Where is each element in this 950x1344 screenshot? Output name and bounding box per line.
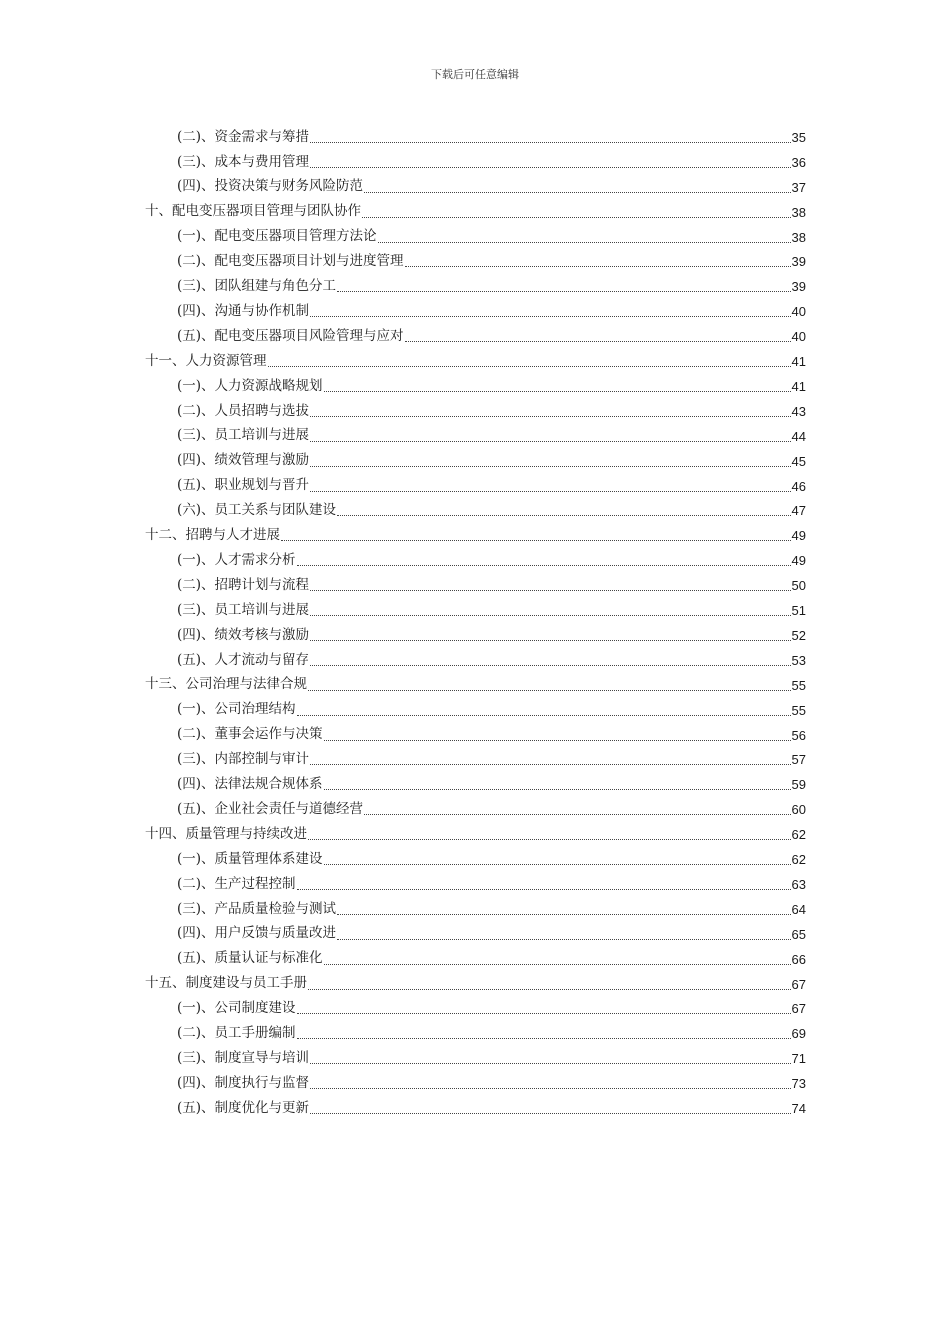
toc-dot-leader xyxy=(364,814,790,815)
toc-chapter-entry[interactable] xyxy=(145,349,806,374)
toc-dot-leader xyxy=(297,565,791,566)
toc-dot-leader xyxy=(310,316,790,317)
toc-page-number: 73 xyxy=(791,1076,806,1092)
toc-section-entry[interactable] xyxy=(177,997,806,1022)
toc-page-number: 65 xyxy=(791,926,806,942)
toc-page-number: 45 xyxy=(791,453,806,469)
toc-dot-leader xyxy=(308,690,791,691)
toc-dot-leader xyxy=(297,1013,791,1014)
toc-entry-title: (五)、人才流动与留存 xyxy=(177,651,310,668)
toc-entry-title: (一)、公司治理结构 xyxy=(177,701,296,718)
toc-entry-title: (一)、质量管理体系建设 xyxy=(177,850,323,867)
toc-dot-leader xyxy=(364,192,790,193)
toc-dot-leader xyxy=(337,914,790,915)
toc-chapter-entry[interactable] xyxy=(145,523,806,548)
toc-page-number: 60 xyxy=(791,802,806,818)
toc-page-number: 39 xyxy=(791,254,806,270)
toc-entry-title: 十、配电变压器项目管理与团队协作 xyxy=(145,203,361,220)
toc-entry-title: (三)、员工培训与进展 xyxy=(177,427,310,444)
toc-entry-title: (二)、招聘计划与流程 xyxy=(177,576,310,593)
toc-dot-leader xyxy=(310,167,790,168)
toc-section-entry[interactable] xyxy=(177,922,806,947)
toc-entry-title: (五)、质量认证与标准化 xyxy=(177,950,323,967)
toc-dot-leader xyxy=(297,1038,791,1039)
toc-dot-leader xyxy=(310,590,790,591)
toc-entry-title: (四)、制度执行与监督 xyxy=(177,1074,310,1091)
toc-section-entry[interactable] xyxy=(177,772,806,797)
toc-section-entry[interactable] xyxy=(177,125,806,150)
toc-dot-leader xyxy=(310,615,790,616)
toc-page-number: 62 xyxy=(791,827,806,843)
toc-entry-title: (四)、绩效管理与激励 xyxy=(177,452,310,469)
toc-section-entry[interactable] xyxy=(177,274,806,299)
toc-page-number: 67 xyxy=(791,976,806,992)
toc-entry-title: (二)、资金需求与筹措 xyxy=(177,128,310,145)
toc-page-number: 56 xyxy=(791,727,806,743)
toc-page-number: 57 xyxy=(791,752,806,768)
toc-page-number: 63 xyxy=(791,876,806,892)
toc-page-number: 59 xyxy=(791,777,806,793)
toc-page-number: 41 xyxy=(791,354,806,370)
toc-page-number: 37 xyxy=(791,179,806,195)
toc-page-number: 44 xyxy=(791,428,806,444)
toc-entry-title: (二)、员工手册编制 xyxy=(177,1025,296,1042)
toc-section-entry[interactable] xyxy=(177,399,806,424)
toc-page-number: 55 xyxy=(791,702,806,718)
toc-section-entry[interactable] xyxy=(177,648,806,673)
toc-chapter-entry[interactable] xyxy=(145,200,806,225)
toc-dot-leader xyxy=(337,291,790,292)
toc-section-entry[interactable] xyxy=(177,424,806,449)
page-header: 下载后可任意编辑 xyxy=(431,68,519,81)
toc-page-number: 40 xyxy=(791,304,806,320)
toc-page-number: 71 xyxy=(791,1051,806,1067)
toc-dot-leader xyxy=(268,366,791,367)
toc-dot-leader xyxy=(337,939,790,940)
toc-entry-title: (三)、团队组建与角色分工 xyxy=(177,278,337,295)
toc-section-entry[interactable] xyxy=(177,499,806,524)
toc-dot-leader xyxy=(310,764,790,765)
toc-entry-title: (三)、制度宣导与培训 xyxy=(177,1049,310,1066)
toc-section-entry[interactable] xyxy=(177,225,806,250)
toc-dot-leader xyxy=(324,864,791,865)
toc-section-entry[interactable] xyxy=(177,1021,806,1046)
toc-entry-title: (二)、董事会运作与决策 xyxy=(177,726,323,743)
toc-dot-leader xyxy=(310,1063,790,1064)
toc-dot-leader xyxy=(310,640,790,641)
toc-page-number: 69 xyxy=(791,1026,806,1042)
toc-entry-title: (二)、人员招聘与选拔 xyxy=(177,402,310,419)
toc-entry-title: (三)、员工培训与进展 xyxy=(177,601,310,618)
toc-entry-title: (四)、沟通与协作机制 xyxy=(177,302,310,319)
toc-entry-title: (三)、产品质量检验与测试 xyxy=(177,900,337,917)
toc-dot-leader xyxy=(308,839,791,840)
toc-entry-title: (一)、配电变压器项目管理方法论 xyxy=(177,228,377,245)
toc-entry-title: (四)、用户反馈与质量改进 xyxy=(177,925,337,942)
toc-dot-leader xyxy=(310,665,790,666)
toc-section-entry[interactable] xyxy=(177,1096,806,1121)
toc-section-entry[interactable] xyxy=(177,947,806,972)
toc-page-number: 64 xyxy=(791,901,806,917)
toc-page-number: 55 xyxy=(791,677,806,693)
toc-section-entry[interactable] xyxy=(177,299,806,324)
toc-section-entry[interactable] xyxy=(177,324,806,349)
toc-section-entry[interactable] xyxy=(177,598,806,623)
toc-page-number: 74 xyxy=(791,1101,806,1117)
toc-entry-title: 十一、人力资源管理 xyxy=(145,352,267,369)
toc-page-number: 53 xyxy=(791,652,806,668)
toc-page-number: 46 xyxy=(791,478,806,494)
toc-section-entry[interactable] xyxy=(177,150,806,175)
toc-chapter-entry[interactable] xyxy=(145,822,806,847)
toc-dot-leader xyxy=(310,416,790,417)
toc-dot-leader xyxy=(405,341,791,342)
toc-dot-leader xyxy=(337,515,790,516)
toc-dot-leader xyxy=(362,217,791,218)
toc-dot-leader xyxy=(324,391,791,392)
toc-dot-leader xyxy=(324,789,791,790)
toc-chapter-entry[interactable] xyxy=(145,673,806,698)
toc-section-entry[interactable] xyxy=(177,698,806,723)
toc-page-number: 52 xyxy=(791,627,806,643)
toc-section-entry[interactable] xyxy=(177,872,806,897)
toc-section-entry[interactable] xyxy=(177,1046,806,1071)
toc-dot-leader xyxy=(310,1113,790,1114)
toc-section-entry[interactable] xyxy=(177,797,806,822)
toc-entry-title: 十三、公司治理与法律合规 xyxy=(145,676,307,693)
toc-dot-leader xyxy=(310,441,790,442)
toc-entry-title: (五)、制度优化与更新 xyxy=(177,1099,310,1116)
toc-chapter-entry[interactable] xyxy=(145,972,806,997)
toc-page-number: 49 xyxy=(791,528,806,544)
toc-section-entry[interactable] xyxy=(177,723,806,748)
toc-entry-title: 十四、质量管理与持续改进 xyxy=(145,825,307,842)
toc-entry-title: (六)、员工关系与团队建设 xyxy=(177,502,337,519)
toc-section-entry[interactable] xyxy=(177,175,806,200)
toc-page-number: 36 xyxy=(791,154,806,170)
toc-dot-leader xyxy=(310,142,790,143)
toc-page-number: 40 xyxy=(791,329,806,345)
toc-entry-title: (五)、配电变压器项目风险管理与应对 xyxy=(177,327,404,344)
toc-page-number: 51 xyxy=(791,603,806,619)
toc-section-entry[interactable] xyxy=(177,250,806,275)
toc-entry-title: (五)、企业社会责任与道德经营 xyxy=(177,800,364,817)
toc-page-number: 50 xyxy=(791,578,806,594)
toc-entry-title: (二)、配电变压器项目计划与进度管理 xyxy=(177,253,404,270)
toc-section-entry[interactable] xyxy=(177,474,806,499)
toc-dot-leader xyxy=(378,242,791,243)
toc-entry-title: (一)、公司制度建设 xyxy=(177,1000,296,1017)
toc-section-entry[interactable] xyxy=(177,449,806,474)
toc-entry-title: (四)、投资决策与财务风险防范 xyxy=(177,178,364,195)
toc-entry-title: (三)、内部控制与审计 xyxy=(177,751,310,768)
toc-section-entry[interactable] xyxy=(177,623,806,648)
toc-page-number: 35 xyxy=(791,129,806,145)
toc-page-number: 47 xyxy=(791,503,806,519)
toc-dot-leader xyxy=(324,740,791,741)
toc-page-number: 67 xyxy=(791,1001,806,1017)
toc-dot-leader xyxy=(310,491,790,492)
toc-page-number: 38 xyxy=(791,204,806,220)
toc-dot-leader xyxy=(297,889,791,890)
toc-section-entry[interactable] xyxy=(177,1071,806,1096)
toc-entry-title: (三)、成本与费用管理 xyxy=(177,153,310,170)
toc-dot-leader xyxy=(297,715,791,716)
toc-page-number: 66 xyxy=(791,951,806,967)
toc-page-number: 38 xyxy=(791,229,806,245)
toc-page-number: 43 xyxy=(791,403,806,419)
toc-entry-title: (四)、法律法规合规体系 xyxy=(177,776,323,793)
toc-section-entry[interactable] xyxy=(177,847,806,872)
toc-dot-leader xyxy=(310,1088,790,1089)
toc-dot-leader xyxy=(281,540,791,541)
toc-entry-title: (五)、职业规划与晋升 xyxy=(177,477,310,494)
toc-page-number: 39 xyxy=(791,279,806,295)
toc-dot-leader xyxy=(324,964,791,965)
toc-dot-leader xyxy=(310,466,790,467)
toc-entry-title: 十五、制度建设与员工手册 xyxy=(145,975,307,992)
toc-dot-leader xyxy=(308,989,791,990)
toc-entry-title: (四)、绩效考核与激励 xyxy=(177,626,310,643)
toc-section-entry[interactable] xyxy=(177,374,806,399)
toc-section-entry[interactable] xyxy=(177,748,806,773)
toc-entry-title: (一)、人才需求分析 xyxy=(177,551,296,568)
toc-page-number: 62 xyxy=(791,852,806,868)
toc-section-entry[interactable] xyxy=(177,548,806,573)
toc-entry-title: (一)、人力资源战略规划 xyxy=(177,377,323,394)
toc-section-entry[interactable] xyxy=(177,573,806,598)
toc-dot-leader xyxy=(405,266,791,267)
toc-page-number: 49 xyxy=(791,553,806,569)
toc-section-entry[interactable] xyxy=(177,897,806,922)
toc-page-number: 41 xyxy=(791,378,806,394)
toc-entry-title: (二)、生产过程控制 xyxy=(177,875,296,892)
toc-entry-title: 十二、招聘与人才进展 xyxy=(145,527,280,544)
